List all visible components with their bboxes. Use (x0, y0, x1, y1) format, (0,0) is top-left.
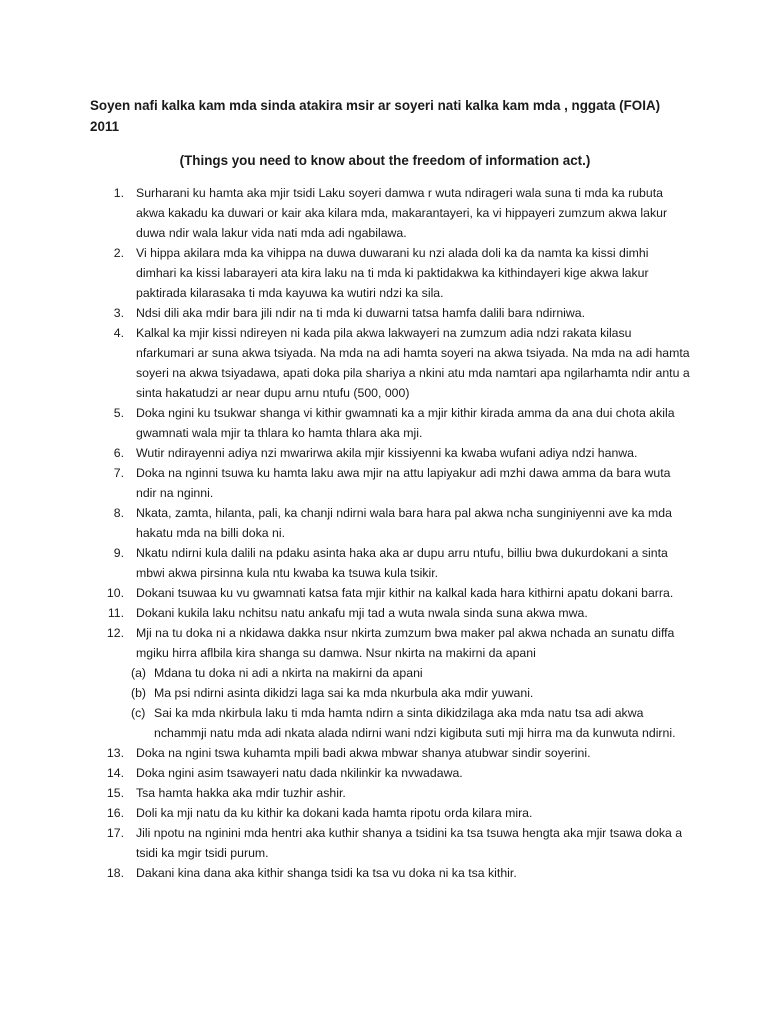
list-item-text: Dokani tsuwaa ku vu gwamnati katsa fata mjir kithir na kalkal kada hara kithirni apatu dokani barra. (136, 586, 674, 600)
list-item-number: 15. (106, 786, 124, 800)
sub-list (131, 663, 690, 743)
numbered-list (0, 183, 770, 883)
list-item-text: Wutir ndirayenni adiya nzi mwarirwa akila mjir kissiyenni ka kwaba wufani adiya ndzi hanwa. (136, 446, 638, 460)
list-item-text: Nkatu ndirni kula dalili na pdaku asinta haka aka ar dupu arru ntufu, billiu bwa dukurdokani a sinta mbwi akwa pirsinna kula ntu kwaba ka tsuwa kula tsikir. (136, 546, 668, 580)
list-item (0, 543, 770, 583)
sub-list-item (131, 703, 690, 743)
list-item (0, 463, 770, 503)
list-item-text: Ndsi dili aka mdir bara jili ndir na ti mda ki duwarni tatsa hamfa dalili bara ndirniwa. (136, 306, 586, 320)
list-item-text: Kalkal ka mjir kissi ndireyen ni kada pila akwa lakwayeri na zumzum adia ndzi rakata kilasu nfarkumari ar suna akwa tsiyada. Na mda na adi hamta soyeri na akwa tsiyada. Na mda na adi hamta soyeri na akwa tsiyadawa, apati doka pila shariya a nkini atu mda namtari apa ngilarhamta ndir antu a sinta hakatudzi ar near dupu arnu ntufu (500, 000) (136, 326, 690, 400)
list-item (0, 763, 770, 783)
list-item-number: 4. (113, 326, 124, 340)
list-item-number: 10. (106, 586, 124, 600)
list-item-number: 1. (113, 186, 124, 200)
list-item-number: 18. (106, 866, 124, 880)
list-item-number: 11. (107, 606, 124, 620)
list-item-number: 5. (113, 406, 124, 420)
list-item-number: 17. (106, 826, 124, 840)
list-item-number: 9. (113, 546, 124, 560)
list-item (0, 503, 770, 543)
list-item (0, 323, 770, 403)
list-item-number: 13. (106, 746, 124, 760)
list-item (0, 863, 770, 883)
sub-list-item (131, 663, 690, 683)
list-item (0, 443, 770, 463)
document-title: Soyen nafi kalka kam mda sinda atakira msir ar soyeri nati kalka kam mda , nggata (FOIA) 2011 (90, 98, 661, 134)
document-subtitle: (Things you need to know about the freedom of information act.) (179, 153, 591, 168)
list-item-text: Doka ngini ku tsukwar shanga vi kithir gwamnati ka a mjir kithir kirada amma da ana dui chota akila gwamnati wala mjir ta thlara ko hamta thlara aka mji. (136, 406, 675, 440)
list-item-number: 3. (113, 306, 124, 320)
list-item-text: Dakani kina dana aka kithir shanga tsidi ka tsa vu doka ni ka tsa kithir. (136, 866, 517, 880)
sub-list-item (131, 683, 690, 703)
list-item (0, 803, 770, 823)
sub-list-item-text: Mdana tu doka ni adi a nkirta na makirni da apani (154, 666, 423, 680)
sub-list-item-text: Sai ka mda nkirbula laku ti mda hamta ndirn a sinta dikidzilaga aka mda natu tsa adi akwa nchammji natu mda adi nkata alada ndirni wani ndzi kigibuta suti mji hirra ma da kunwuta ndirni. (154, 706, 676, 740)
list-item (0, 243, 770, 303)
list-item-number: 6. (113, 446, 124, 460)
list-item-number: 7. (113, 466, 124, 480)
list-item-text: Dokani kukila laku nchitsu natu ankafu mji tad a wuta nwala sinda suna akwa mwa. (136, 606, 588, 620)
list-item (0, 783, 770, 803)
list-item-text: Doka na ngini tswa kuhamta mpili badi akwa mbwar shanya atubwar sindir soyerini. (136, 746, 591, 760)
list-item-text: Doli ka mji natu da ku kithir ka dokani kada hamta ripotu orda kilara mira. (136, 806, 533, 820)
list-item-text: Vi hippa akilara mda ka vihippa na duwa duwarani ku nzi alada doli ka da namta ka kissi dimhi dimhari ka kissi labarayeri ata kira laku na ti mda ki paktidakwa ka kithindayeri kige akwa lakur paktirada kilarasaka ti mda kayuwa ka wutiri ndzi ka sila. (136, 246, 649, 300)
list-item (0, 583, 770, 603)
list-item (0, 823, 770, 863)
list-item-number: 2. (113, 246, 124, 260)
list-item (0, 603, 770, 623)
list-item-text: Nkata, zamta, hilanta, pali, ka chanji ndirni wala bara hara pal akwa ncha sunginiyenni ave ka mda hakatu mda na billi doka ni. (136, 506, 672, 540)
list-item (0, 403, 770, 443)
list-item-text: Mji na tu doka ni a nkidawa dakka nsur nkirta zumzum bwa maker pal akwa nchada an sunatu diffa mgiku hirra aflbila kira shanga su damwa. Nsur nkirta na makirni da apani (136, 626, 675, 660)
sub-list-item-letter: (c) (131, 706, 146, 720)
list-item (0, 623, 770, 743)
list-item-text: Doka ngini asim tsawayeri natu dada nkilinkir ka nvwadawa. (136, 766, 463, 780)
sub-list-item-letter: (b) (131, 686, 147, 700)
list-item (0, 183, 770, 243)
list-item-number: 12. (106, 626, 124, 640)
sub-list-item-letter: (a) (131, 666, 147, 680)
list-item-number: 8. (113, 506, 124, 520)
list-item (0, 743, 770, 763)
list-item-number: 14. (106, 766, 124, 780)
list-item (0, 303, 770, 323)
sub-list-item-text: Ma psi ndirni asinta dikidzi laga sai ka mda nkurbula aka mdir yuwani. (154, 686, 534, 700)
list-item-text: Jili npotu na nginini mda hentri aka kuthir shanya a tsidini ka tsa tsuwa hengta aka mjir tsawa doka a tsidi ka mgir tsidi purum. (136, 826, 683, 860)
list-item-number: 16. (106, 806, 124, 820)
list-item-text: Doka na nginni tsuwa ku hamta laku awa mjir na attu lapiyakur adi mzhi dawa amma da bara wuta ndir na nginni. (136, 466, 671, 500)
list-item-text: Tsa hamta hakka aka mdir tuzhir ashir. (136, 786, 346, 800)
list-item-text: Surharani ku hamta aka mjir tsidi Laku soyeri damwa r wuta ndirageri wala suna ti mda ka rubuta akwa kakadu ka duwari or kair aka kilara mda, makarantayeri, ka vi hippayeri zumzum akwa lakur duwa ndir wala lakur vida nati mda adi ngabilawa. (136, 186, 668, 240)
